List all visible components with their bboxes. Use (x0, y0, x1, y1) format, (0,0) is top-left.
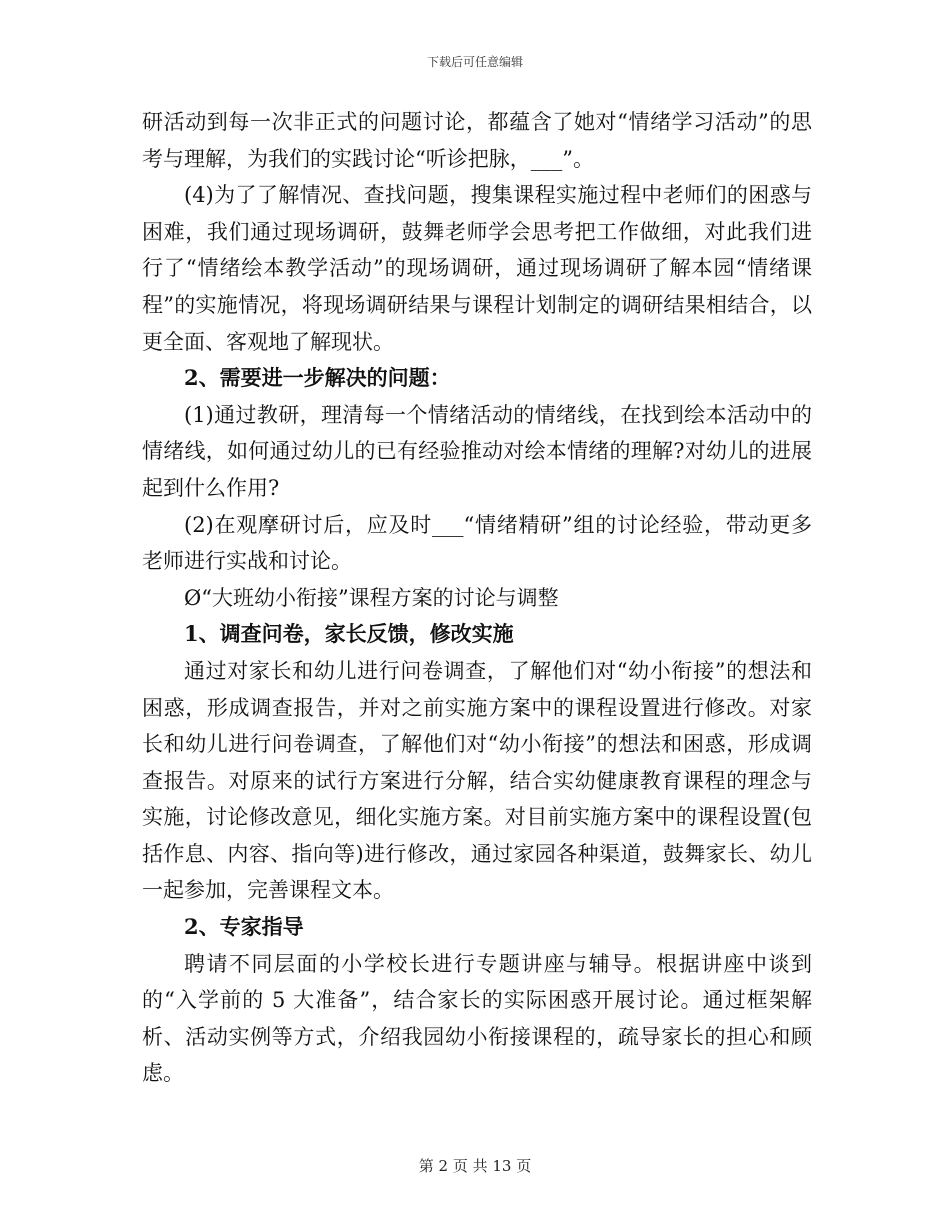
bullet-heading-transition: Ø“大班幼小衔接”课程方案的讨论与调整 (184, 585, 559, 610)
document-body (142, 104, 812, 1092)
paragraph-problem-2: (2)在观摩研讨后，应及时___“情绪精研”组的讨论经验，带动更多老师进行实战和讨论。 (142, 512, 812, 574)
paragraph-survey: 通过对家长和幼儿进行问卷调查，了解他们对“幼小衔接”的想法和困惑，形成调查报告，并对之前实施方案中的课程设置进行修改。对家长和幼儿进行问卷调查，了解他们对“幼小衔接”的想法和困惑，形成调查报告。对原来的试行方案进行分解，结合实幼健康教育课程的理念与实施，讨论修改意见，细化实施方案。对目前实施方案中的课程设置(包括作息、内容、指向等)进行修改，通过家园各种渠道，鼓舞家长、幼儿一起参加，完善课程文本。 (142, 658, 812, 903)
section-heading-problems: 2、需要进一步解决的问题： (184, 365, 451, 391)
paragraph-expert: 聘请不同层面的小学校长进行专题讲座与辅导。根据讲座中谈到的“入学前的 5 大准备”，结合家长的实际困惑开展讨论。通过框架解析、活动实例等方式，介绍我园幼小衔接课程的，疏导家长的担心和顾虑。 (142, 951, 812, 1086)
page-footer: 第 2 页 共 13 页 (418, 1157, 532, 1175)
paragraph-item-4: (4)为了了解情况、查找问题，搜集课程实施过程中老师们的困惑与困难，我们通过现场调研，鼓舞老师学会思考把工作做细，对此我们进行了“情绪绘本教学活动”的现场调研，通过现场调研了解本园“情绪课程”的实施情况，将现场调研结果与课程计划制定的调研结果相结合，以更全面、客观地了解现状。 (142, 183, 812, 354)
section-heading-expert: 2、专家指导 (184, 914, 304, 940)
page-header: 下载后可任意编辑 (426, 55, 523, 69)
paragraph-continuation: 研活动到每一次非正式的问题讨论，都蕴含了她对“情绪学习活动”的思考与理解，为我们的实践讨论“听诊把脉，___”。 (142, 110, 812, 171)
section-heading-survey: 1、调查问卷，家长反馈，修改实施 (184, 621, 514, 647)
paragraph-problem-1: (1)通过教研，理清每一个情绪活动的情绪线，在找到绘本活动中的情绪线，如何通过幼儿的已有经验推动对绘本情绪的理解?对幼儿的进展起到什么作用? (142, 402, 812, 500)
